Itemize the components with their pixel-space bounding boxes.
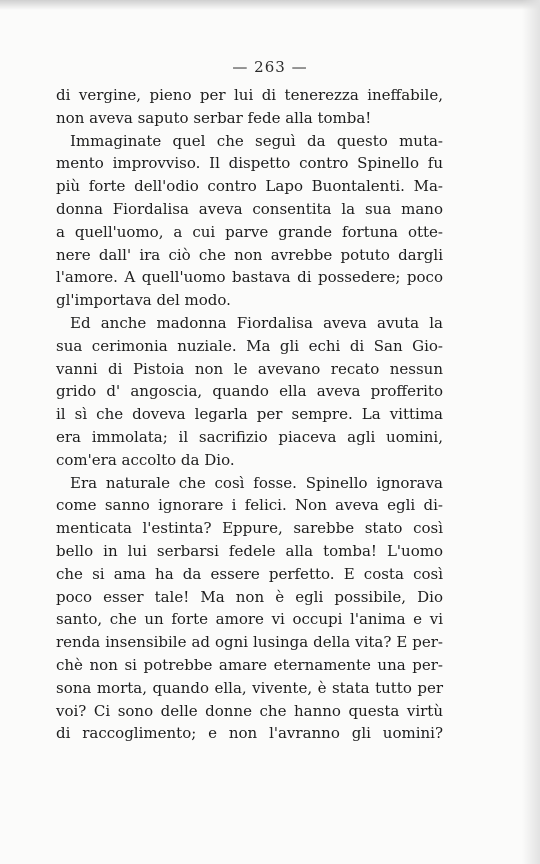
text-line: non aveva saputo serbar fede alla tomba! bbox=[56, 108, 372, 127]
text-line: menticata l'estinta? Eppure, sarebbe stato così bbox=[56, 519, 443, 538]
text-line-paragraph-start: Era naturale che così fosse. Spinello ignorava bbox=[70, 473, 443, 492]
text-line: più forte dell'odio contro Lapo Buontalenti. Ma- bbox=[56, 177, 443, 196]
text-line: santo, che un forte amore vi occupi l'anima e vi bbox=[56, 610, 443, 629]
text-line: nere dall' ira ciò che non avrebbe potuto dargli bbox=[56, 245, 443, 264]
page-shadow-top bbox=[0, 0, 540, 10]
text-line: com'era accolto da Dio. bbox=[56, 450, 235, 469]
text-line: donna Fiordalisa aveva consentita la sua mano bbox=[56, 199, 443, 218]
text-line: che si ama ha da essere perfetto. E costa così bbox=[56, 564, 443, 583]
text-line: di raccoglimento; e non l'avranno gli uomini? bbox=[56, 724, 443, 743]
text-line-paragraph-start: Ed anche madonna Fiordalisa aveva avuta la bbox=[70, 313, 443, 332]
text-line: grido d' angoscia, quando ella aveva profferito bbox=[56, 382, 443, 401]
body-text bbox=[56, 84, 443, 745]
text-line: mento improvviso. Il dispetto contro Spinello fu bbox=[56, 154, 443, 173]
text-line: gl'importava del modo. bbox=[56, 291, 231, 310]
text-line: voi? Ci sono delle donne che hanno questa virtù bbox=[56, 701, 443, 720]
text-line: chè non si potrebbe amare eternamente una per- bbox=[56, 655, 443, 674]
text-line: a quell'uomo, a cui parve grande fortuna otte- bbox=[56, 222, 443, 241]
text-line-paragraph-start: Immaginate quel che seguì da questo muta- bbox=[70, 131, 443, 150]
text-line: era immolata; il sacrifizio piaceva agli uomini, bbox=[56, 427, 443, 446]
page-shadow-right bbox=[522, 0, 540, 864]
text-line: il sì che doveva legarla per sempre. La vittima bbox=[56, 405, 443, 424]
text-line: bello in lui serbarsi fedele alla tomba! L'uomo bbox=[56, 541, 443, 560]
text-line: poco esser tale! Ma non è egli possibile, Dio bbox=[56, 587, 443, 606]
text-line: vanni di Pistoia non le avevano recato nessun bbox=[56, 359, 443, 378]
text-line: sona morta, quando ella, vivente, è stata tutto per bbox=[56, 678, 443, 697]
page-number: — 263 — bbox=[232, 58, 308, 76]
text-line: sua cerimonia nuziale. Ma gli echi di San Gio- bbox=[56, 336, 443, 355]
text-line: di vergine, pieno per lui di tenerezza ineffabile, bbox=[56, 86, 443, 104]
text-line: renda insensibile ad ogni lusinga della vita? E per- bbox=[56, 633, 443, 652]
text-line: come sanno ignorare i felici. Non aveva egli di- bbox=[56, 496, 443, 515]
text-line: l'amore. A quell'uomo bastava di possedere; poco bbox=[56, 268, 443, 287]
